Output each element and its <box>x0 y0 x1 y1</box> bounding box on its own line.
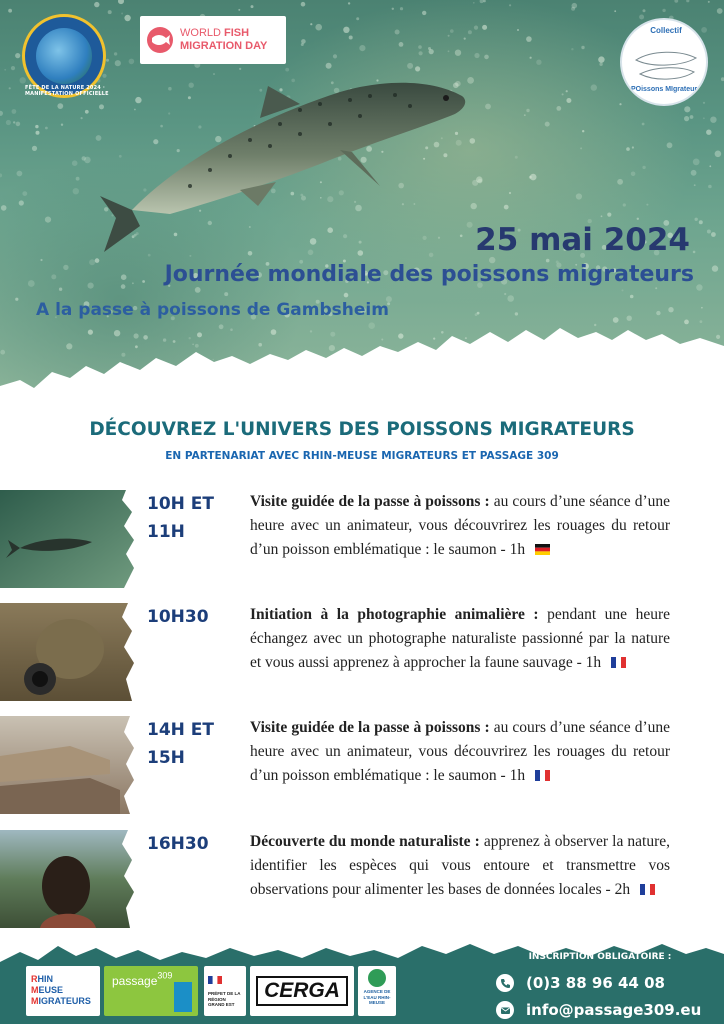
cerga-logo: CERGA <box>250 966 354 1016</box>
activity-time: 14H ET 15H <box>147 720 215 768</box>
activity-time: 16H30 <box>147 834 209 854</box>
activity-row <box>0 716 724 816</box>
fish-pass-photo-thumbnail <box>0 716 136 814</box>
activity-description: Découverte du monde naturaliste : apprenez à observer la nature, identifier les espèces qui vous entoure et transmettre vos observations pour alimenter les bases de données locales - 2h <box>250 833 670 898</box>
agence-de-l-eau-logo: AGENCE DE L'EAU RHIN-MEUSE <box>358 966 396 1016</box>
wfmd-line2: MIGRATION DAY <box>180 40 268 52</box>
collectif-poissons-migrateurs-logo: Collectif POissons MIgrateurs <box>620 18 708 106</box>
activity-row <box>0 490 724 590</box>
event-title: Journée mondiale des poissons migrateurs <box>164 262 694 287</box>
hero-banner <box>0 0 724 405</box>
activity-time: 10H30 <box>147 607 209 627</box>
email-icon <box>496 1001 514 1019</box>
passage-309-logo: passage$^{309}$ <box>104 966 198 1016</box>
french-flag-icon <box>208 976 222 984</box>
partnership-subheading: EN PARTENARIAT AVEC RHIN-MEUSE MIGRATEURS ET PASSAGE 309 <box>165 450 559 462</box>
activity-description: Visite guidée de la passe à poissons : au cours d’une séance d’une heure avec un animateur, vous découvrirez les rouages du retour d’un poisson emblématique : le saumon - 1h <box>250 719 671 784</box>
french-flag-icon <box>535 770 550 781</box>
section-heading: DÉCOUVREZ L'UNIVERS DES POISSONS MIGRATEURS <box>89 419 635 440</box>
activity-row <box>0 603 724 703</box>
activity-description: Initiation à la photographie animalière : pendant une heure échangez avec un photographe naturaliste passionné par la nature et vous aussi apprenez à approcher la faune sauvage - 1h <box>250 606 670 671</box>
french-flag-icon <box>611 657 626 668</box>
wfmd-word-fish: FISH <box>224 27 250 39</box>
event-date: 25 mai 2024 <box>475 222 690 258</box>
fish-photo-thumbnail <box>0 490 136 588</box>
activity-time: 10H ET 11H <box>147 494 215 542</box>
registration-required-label: INSCRIPTION OBLIGATOIRE : <box>528 952 672 962</box>
rhin-meuse-migrateurs-logo: RHIN MEUSE MIGRATEURS <box>26 966 100 1016</box>
prefet-region-grand-est-logo: PRÉFET DE LA RÉGION GRAND EST <box>204 966 246 1016</box>
phone-contact[interactable] <box>496 972 716 994</box>
wfmd-word-world: WORLD <box>180 27 221 39</box>
activity-row <box>0 830 724 930</box>
french-flag-icon <box>640 884 655 895</box>
phone-icon <box>496 974 514 992</box>
torn-paper-edge <box>0 0 724 405</box>
email-address[interactable]: info@passage309.eu <box>526 1001 702 1019</box>
email-contact[interactable] <box>496 999 716 1021</box>
photographer-photo-thumbnail <box>0 603 136 701</box>
activity-description: Visite guidée de la passe à poissons : au cours d’une séance d’une heure avec un animateur, vous découvrirez les rouages du retour d’un poisson emblématique : le saumon - 1h <box>250 493 671 558</box>
fete-de-la-nature-logo: FÊTE DE LA NATURE 2024 · MANIFESTATION OFFICIELLE <box>22 14 106 98</box>
event-location: A la passe à poissons de Gambsheim <box>36 300 389 320</box>
german-flag-icon <box>535 544 550 555</box>
naturalist-photo-thumbnail <box>0 830 136 928</box>
phone-number[interactable]: (0)3 88 96 44 08 <box>526 974 665 992</box>
